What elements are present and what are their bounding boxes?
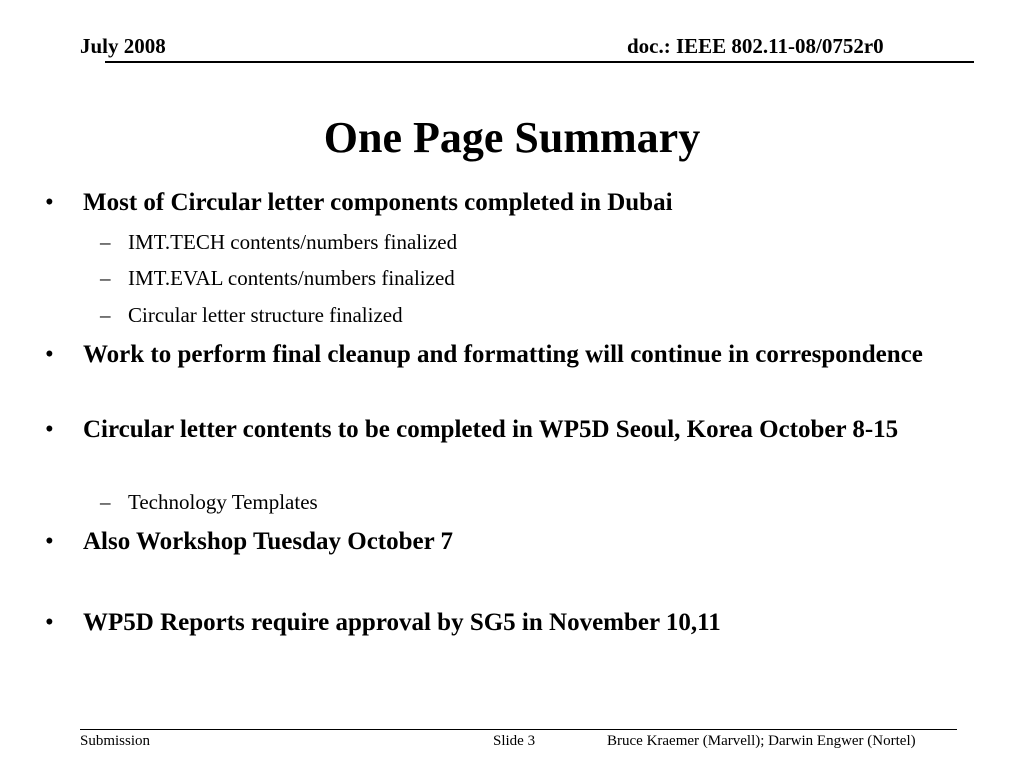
- footer-divider: [80, 729, 957, 730]
- bullet-marker: •: [45, 609, 54, 636]
- sub-bullet-item: Technology Templates: [128, 490, 318, 514]
- sub-bullet-marker: –: [100, 266, 111, 290]
- sub-bullet-marker: –: [100, 490, 111, 514]
- footer-authors: Bruce Kraemer (Marvell); Darwin Engwer (Nortel): [607, 733, 916, 749]
- bullet-item: Circular letter contents to be completed in WP5D Seoul, Korea October 8-15: [83, 416, 899, 443]
- bullet-marker: •: [45, 528, 54, 555]
- bullet-item: Work to perform final cleanup and formatting will continue in correspondence: [83, 341, 923, 368]
- header-doc-id: doc.: IEEE 802.11-08/0752r0: [627, 34, 884, 58]
- sub-bullet-marker: –: [100, 303, 111, 327]
- sub-bullet-item: IMT.TECH contents/numbers finalized: [128, 230, 458, 254]
- sub-bullet-item: Circular letter structure finalized: [128, 303, 403, 327]
- bullet-item: WP5D Reports require approval by SG5 in November 10,11: [83, 609, 721, 636]
- bullet-marker: •: [45, 341, 54, 368]
- footer-slide-number: Slide 3: [493, 733, 536, 749]
- bullet-marker: •: [45, 189, 54, 216]
- header-date: July 2008: [80, 34, 166, 58]
- sub-bullet-marker: –: [100, 230, 111, 254]
- footer-submission: Submission: [80, 733, 151, 749]
- bullet-item: Most of Circular letter components completed in Dubai: [83, 189, 673, 216]
- bullet-item: Also Workshop Tuesday October 7: [83, 528, 454, 555]
- sub-bullet-item: IMT.EVAL contents/numbers finalized: [128, 266, 455, 290]
- bullet-marker: •: [45, 416, 54, 443]
- slide-title: One Page Summary: [323, 113, 701, 162]
